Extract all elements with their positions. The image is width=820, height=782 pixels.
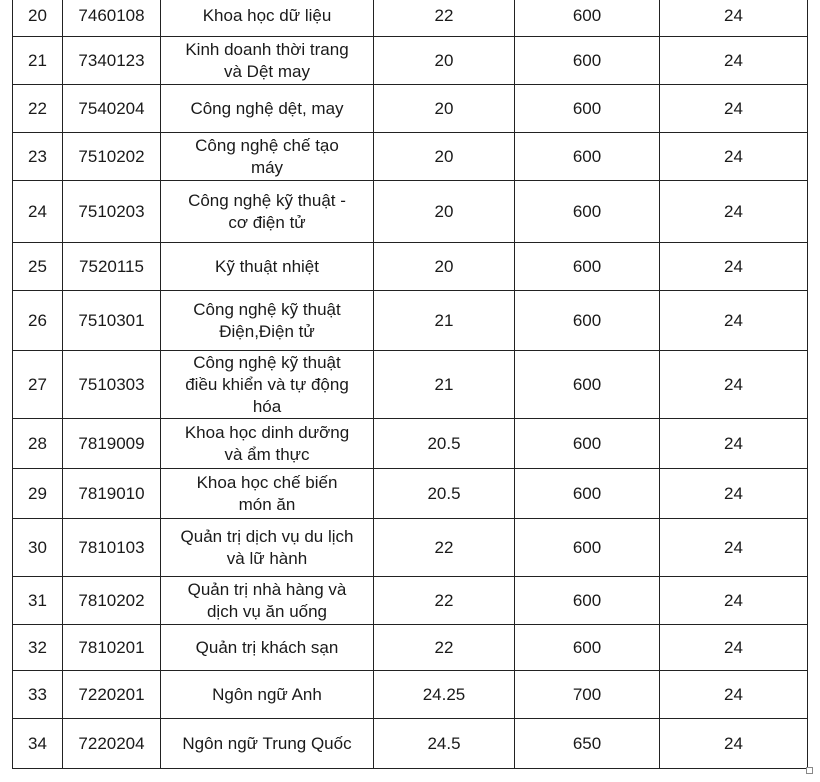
program-name-cell xyxy=(161,133,374,181)
value-cell: 600 xyxy=(515,291,660,351)
row-number-cell: 22 xyxy=(13,85,63,133)
row-number-cell: 21 xyxy=(13,37,63,85)
table-row xyxy=(13,133,808,181)
value-cell: 650 xyxy=(515,719,660,769)
row-number-cell: 29 xyxy=(13,469,63,519)
score-cell: 20 xyxy=(374,181,515,243)
value-cell: 600 xyxy=(515,133,660,181)
row-number-cell: 20 xyxy=(13,0,63,37)
row-number-cell: 26 xyxy=(13,291,63,351)
row-number-cell: 33 xyxy=(13,671,63,719)
value-cell: 600 xyxy=(515,519,660,577)
program-name-line: Khoa học dữ liệu xyxy=(202,5,332,25)
row-number-cell: 34 xyxy=(13,719,63,769)
table-row xyxy=(13,469,808,519)
program-name-line: Quản trị nhà hàng và xyxy=(187,579,347,599)
last-column-cell: 24 xyxy=(660,469,808,519)
program-name-line: Công nghệ chế tạo xyxy=(195,135,339,155)
program-name-cell xyxy=(161,419,374,469)
program-name-line: Công nghệ kỹ thuật - xyxy=(188,190,346,210)
value-cell: 600 xyxy=(515,37,660,85)
program-name-line: Quản trị dịch vụ du lịch xyxy=(180,526,354,546)
program-name-cell xyxy=(161,671,374,719)
last-column-cell: 24 xyxy=(660,0,808,37)
last-column-cell: 24 xyxy=(660,133,808,181)
program-name-cell xyxy=(161,291,374,351)
value-cell: 600 xyxy=(515,181,660,243)
program-name-cell xyxy=(161,181,374,243)
value-cell: 600 xyxy=(515,85,660,133)
program-name-cell xyxy=(161,243,374,291)
program-name-line: hóa xyxy=(252,396,282,416)
resize-handle[interactable] xyxy=(806,767,813,774)
score-cell: 20 xyxy=(374,85,515,133)
program-name-cell xyxy=(161,519,374,577)
value-cell: 600 xyxy=(515,0,660,37)
program-name-cell xyxy=(161,0,374,37)
program-name-line: và ẩm thực xyxy=(224,444,310,464)
table-row xyxy=(13,519,808,577)
table-row xyxy=(13,0,808,37)
row-number-cell: 31 xyxy=(13,577,63,625)
program-name-cell xyxy=(161,577,374,625)
program-name-line: máy xyxy=(250,157,284,177)
program-name-line: Công nghệ kỹ thuật xyxy=(193,352,341,372)
row-number-cell: 25 xyxy=(13,243,63,291)
value-cell: 600 xyxy=(515,351,660,419)
program-name-line: và Dệt may xyxy=(224,61,310,81)
value-cell: 600 xyxy=(515,243,660,291)
table-row xyxy=(13,625,808,671)
last-column-cell: 24 xyxy=(660,671,808,719)
row-number-cell: 23 xyxy=(13,133,63,181)
program-name-line: Công nghệ dệt, may xyxy=(190,98,344,118)
last-column-cell: 24 xyxy=(660,243,808,291)
value-cell: 600 xyxy=(515,625,660,671)
program-code-cell: 7819010 xyxy=(63,469,161,519)
table-row xyxy=(13,351,808,419)
program-name-cell xyxy=(161,719,374,769)
program-code-cell: 7510303 xyxy=(63,351,161,419)
table-row xyxy=(13,181,808,243)
score-cell: 20 xyxy=(374,37,515,85)
program-name-cell xyxy=(161,37,374,85)
row-number-cell: 24 xyxy=(13,181,63,243)
score-cell: 24.5 xyxy=(374,719,515,769)
score-cell: 20 xyxy=(374,243,515,291)
last-column-cell: 24 xyxy=(660,719,808,769)
program-code-cell: 7460108 xyxy=(63,0,161,37)
last-column-cell: 24 xyxy=(660,85,808,133)
table-row xyxy=(13,243,808,291)
program-code-cell: 7510301 xyxy=(63,291,161,351)
program-code-cell: 7810202 xyxy=(63,577,161,625)
program-name-line: Công nghệ kỹ thuật xyxy=(193,299,341,319)
program-name-line: điều khiển và tự động xyxy=(185,374,349,394)
last-column-cell: 24 xyxy=(660,291,808,351)
value-cell: 600 xyxy=(515,577,660,625)
table-body xyxy=(13,0,808,769)
table-row xyxy=(13,719,808,769)
table-row xyxy=(13,85,808,133)
program-code-cell: 7220204 xyxy=(63,719,161,769)
program-name-cell xyxy=(161,469,374,519)
value-cell: 700 xyxy=(515,671,660,719)
table-row xyxy=(13,419,808,469)
last-column-cell: 24 xyxy=(660,351,808,419)
value-cell: 600 xyxy=(515,419,660,469)
program-code-cell: 7510202 xyxy=(63,133,161,181)
table-row xyxy=(13,37,808,85)
program-name-line: Khoa học chế biến xyxy=(196,472,338,492)
score-cell: 24.25 xyxy=(374,671,515,719)
program-code-cell: 7819009 xyxy=(63,419,161,469)
program-code-cell: 7810103 xyxy=(63,519,161,577)
program-code-cell: 7540204 xyxy=(63,85,161,133)
row-number-cell: 30 xyxy=(13,519,63,577)
last-column-cell: 24 xyxy=(660,519,808,577)
program-name-line: Khoa học dinh dưỡng xyxy=(184,422,350,442)
row-number-cell: 32 xyxy=(13,625,63,671)
score-cell: 21 xyxy=(374,351,515,419)
program-name-line: cơ điện tử xyxy=(228,212,306,232)
program-name-line: Quản trị khách sạn xyxy=(195,637,339,657)
program-name-cell xyxy=(161,625,374,671)
score-cell: 20.5 xyxy=(374,419,515,469)
row-number-cell: 28 xyxy=(13,419,63,469)
program-name-line: dịch vụ ăn uống xyxy=(206,601,328,621)
program-name-cell xyxy=(161,85,374,133)
program-code-cell: 7810201 xyxy=(63,625,161,671)
program-name-line: và lữ hành xyxy=(226,548,308,568)
table-row xyxy=(13,577,808,625)
program-code-cell: 7220201 xyxy=(63,671,161,719)
program-name-line: Kinh doanh thời trang xyxy=(185,39,349,59)
score-cell: 22 xyxy=(374,519,515,577)
program-name-line: Điện,Điện tử xyxy=(219,321,315,341)
score-cell: 21 xyxy=(374,291,515,351)
program-code-cell: 7520115 xyxy=(63,243,161,291)
value-cell: 600 xyxy=(515,469,660,519)
last-column-cell: 24 xyxy=(660,37,808,85)
program-name-line: Ngôn ngữ Trung Quốc xyxy=(182,733,352,753)
last-column-cell: 24 xyxy=(660,419,808,469)
program-name-cell xyxy=(161,351,374,419)
program-code-cell: 7510203 xyxy=(63,181,161,243)
last-column-cell: 24 xyxy=(660,625,808,671)
row-number-cell: 27 xyxy=(13,351,63,419)
program-name-line: Ngôn ngữ Anh xyxy=(212,684,322,704)
score-cell: 20 xyxy=(374,133,515,181)
score-cell: 20.5 xyxy=(374,469,515,519)
score-cell: 22 xyxy=(374,0,515,37)
table-row xyxy=(13,671,808,719)
score-cell: 22 xyxy=(374,625,515,671)
program-name-line: món ăn xyxy=(238,494,296,514)
program-code-cell: 7340123 xyxy=(63,37,161,85)
last-column-cell: 24 xyxy=(660,577,808,625)
last-column-cell: 24 xyxy=(660,181,808,243)
admissions-table xyxy=(12,0,808,769)
program-name-line: Kỹ thuật nhiệt xyxy=(215,256,319,276)
score-cell: 22 xyxy=(374,577,515,625)
table-row xyxy=(13,291,808,351)
